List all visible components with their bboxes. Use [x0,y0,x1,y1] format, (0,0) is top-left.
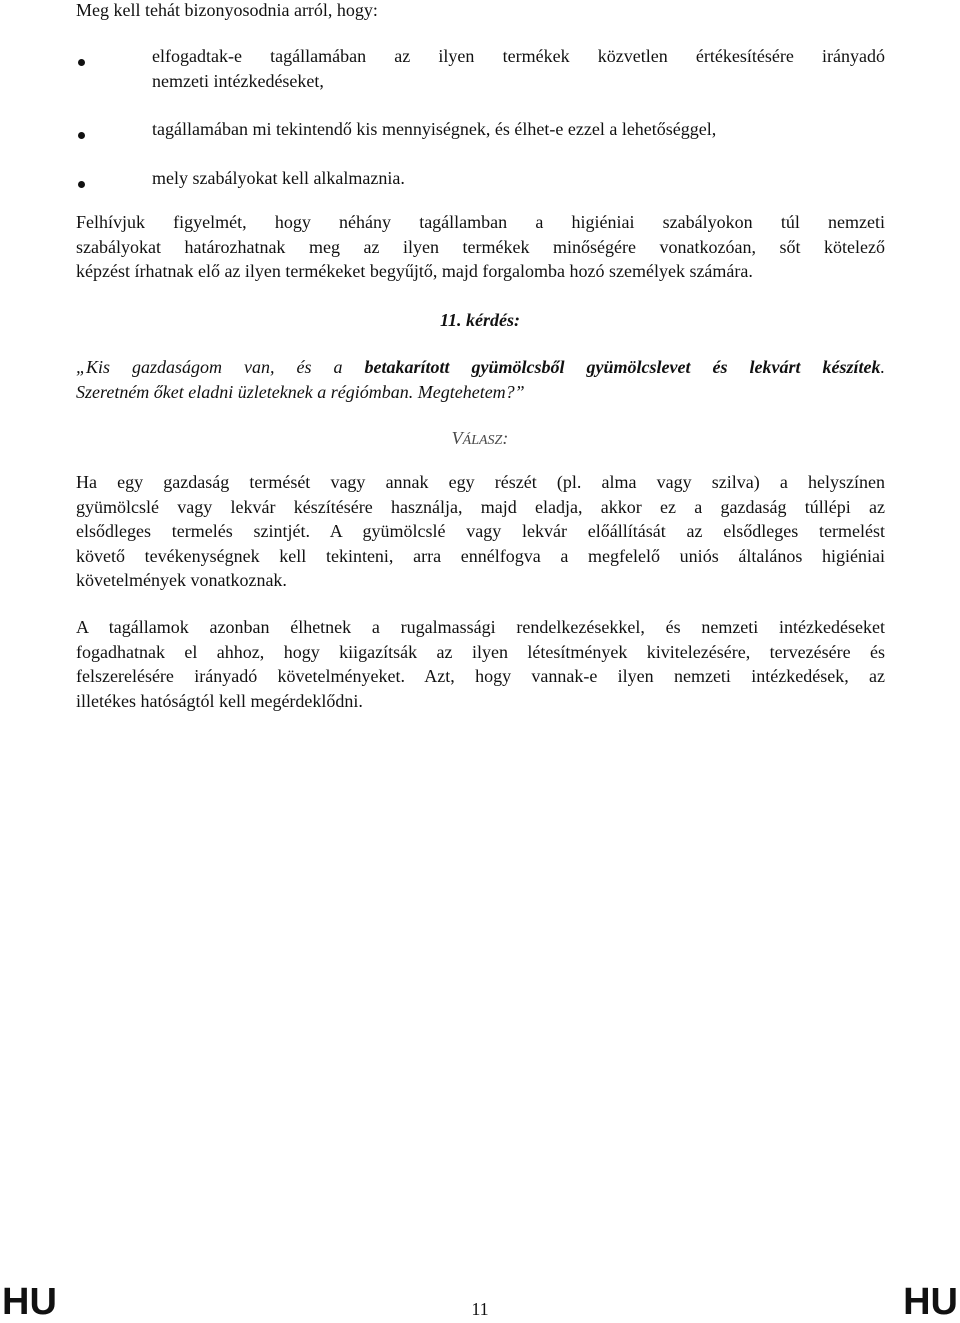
intro-sentence: Meg kell tehát bizonyosodnia arról, hogy: [76,0,378,20]
footer-language-left: HU [2,1281,57,1323]
bullet-item-1-line-2: nemzeti intézkedéseket, [152,70,324,91]
paragraph-line: követelmények vonatkoznak. [76,570,287,590]
answer-label: VÁLASZ: [451,428,509,448]
paragraph-flexibility [76,615,885,713]
question-text [76,355,885,404]
bullet-item-3: mely szabályokat kell alkalmaznia. [152,168,405,188]
question-line-2: Szeretném őket eladni üzleteknek a régiómban. Megtehetem?” [76,381,525,402]
footer-language-right: HU [903,1281,958,1323]
bullet-item-1 [152,44,885,93]
bullet-icon [78,170,85,194]
paragraph-line: elsődleges termelés szintjét. A gyümölcslé vagy lekvár előállítását az elsődleges termelést [76,521,885,541]
paragraph-line: szabályokat határozhatnak meg az ilyen termékek minőségére vonatkozóan, sőt kötelező [76,236,885,257]
paragraph-line: felszerelésére irányadó követelményeket. Azt, hogy vannak-e ilyen nemzeti intézkedések, az [76,666,885,686]
question-heading: 11. kérdés: [440,310,520,330]
question-line-1: „Kis gazdaságom van, és a betakarított gyümölcsből gyümölcslevet és lekvárt készítek. [76,357,885,377]
paragraph-line: gyümölcslé vagy lekvár készítésére használja, majd eladja, akkor ez a gazdaság túllépi az [76,496,885,517]
paragraph-answer [76,470,885,593]
paragraph-line: fogadhatnak el ahhoz, hogy kiigazítsák az ilyen létesítmények kivitelezésére, tervezésére és [76,641,885,662]
paragraph-line: Ha egy gazdaság termését vagy annak egy részét (pl. alma vagy szilva) a helyszínen [76,472,885,492]
paragraph-line: illetékes hatóságtól kell megérdeklődni. [76,690,363,711]
paragraph-notice [76,210,885,284]
bullet-item-1-line-1: elfogadtak-e tagállamában az ilyen termékek közvetlen értékesítésére irányadó [152,46,885,66]
paragraph-line: A tagállamok azonban élhetnek a rugalmassági rendelkezésekkel, és nemzeti intézkedéseket [76,617,885,637]
bullet-icon [78,121,85,145]
bullet-item-2: tagállamában mi tekintendő kis mennyiségnek, és élhet-e ezzel a lehetőséggel, [152,119,717,139]
paragraph-line: Felhívjuk figyelmét, hogy néhány tagállamban a higiéniai szabályokon túl nemzeti [76,212,885,232]
paragraph-line: követő tevékenységnek kell tekinteni, arra ennélfogva a megfelelő uniós általános higiéniai [76,545,885,566]
paragraph-line: képzést írhatnak elő az ilyen termékeket begyűjtő, majd forgalomba hozó személyek számára. [76,261,753,281]
bullet-icon [78,48,85,72]
page-number: 11 [471,1299,489,1319]
